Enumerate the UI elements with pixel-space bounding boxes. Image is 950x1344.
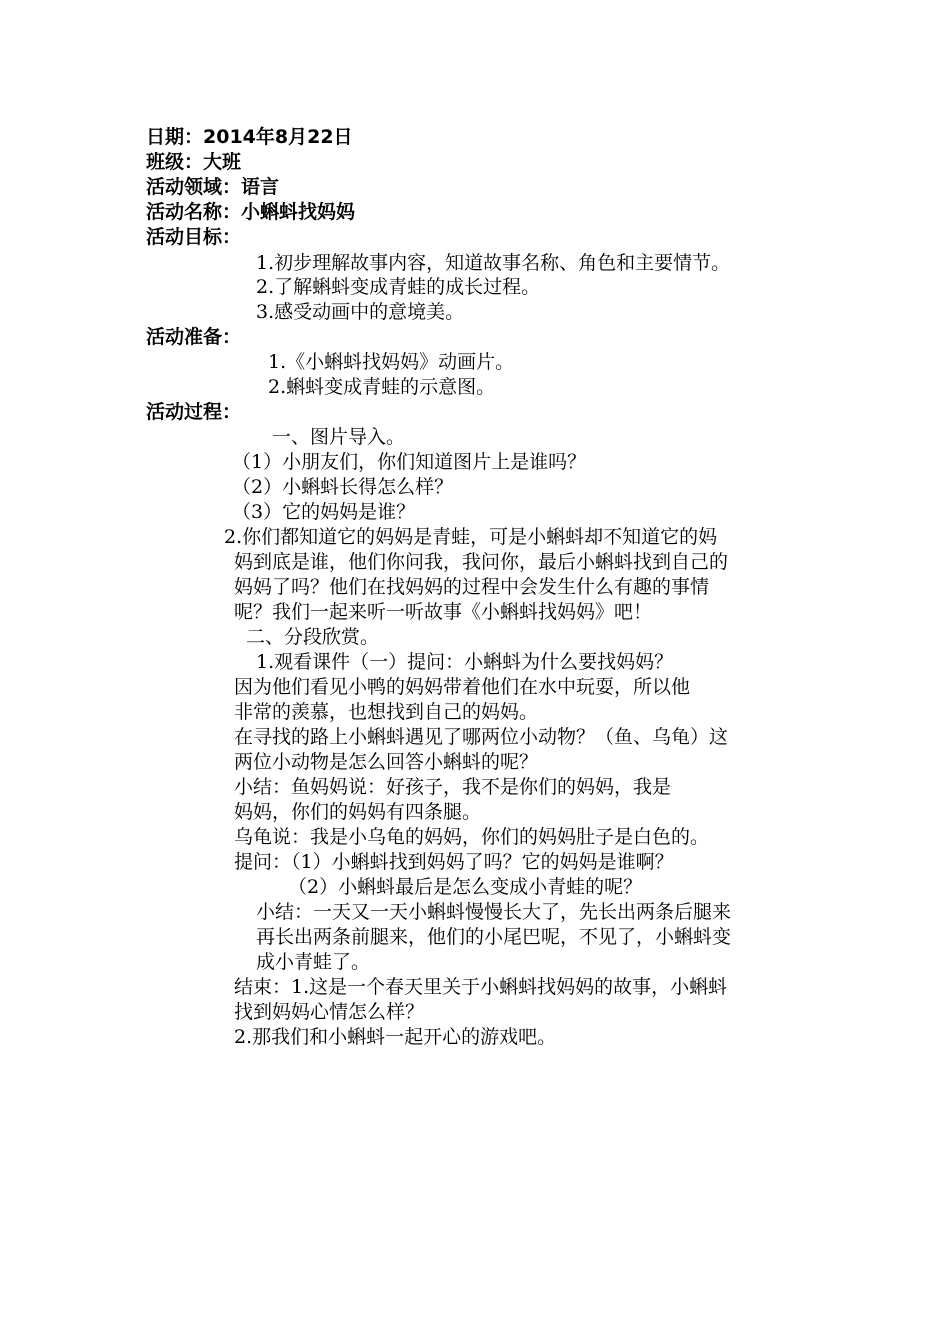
activity-name-line: 活动名称：小蝌蚪找妈妈 xyxy=(146,201,356,223)
watch-line-9: 提问：（1）小蝌蚪找到妈妈了吗？它的妈妈是谁啊？ xyxy=(234,851,674,873)
watch-line-4: 在寻找的路上小蝌蚪遇见了哪两位小动物？（鱼、乌龟）这 xyxy=(234,726,729,748)
section-2-title: 二、分段欣赏。 xyxy=(246,626,380,648)
ending-line-2: 找到妈妈心情怎么样？ xyxy=(234,1001,425,1023)
goal-item-1: 1.初步理解故事内容，知道故事名称、角色和主要情节。 xyxy=(256,252,731,274)
activity-goals-label: 活动目标： xyxy=(146,226,242,248)
watch-line-10: （2）小蝌蚪最后是怎么变成小青蛙的呢？ xyxy=(288,876,643,898)
class-line: 班级：大班 xyxy=(146,151,242,173)
activity-domain-line: 活动领域：语言 xyxy=(146,176,280,198)
question-3: （3）它的妈妈是谁？ xyxy=(232,501,416,523)
prep-item-2: 2.蝌蚪变成青蛙的示意图。 xyxy=(268,376,496,398)
watch-line-2: 因为他们看见小鸭的妈妈带着他们在水中玩耍，所以他 xyxy=(234,676,691,698)
watch-line-8: 乌龟说：我是小乌龟的妈妈，你们的妈妈肚子是白色的。 xyxy=(234,826,710,848)
prep-item-1: 1.《小蝌蚪找妈妈》动画片。 xyxy=(268,351,515,373)
goal-item-3: 3.感受动画中的意境美。 xyxy=(256,301,465,323)
watch-line-11: 小结：一天又一天小蝌蚪慢慢长大了，先长出两条后腿来 xyxy=(256,901,732,923)
paragraph-2-line-2: 妈到底是谁，他们你问我，我问你，最后小蝌蚪找到自己的 xyxy=(234,551,729,573)
ending-line-3: 2.那我们和小蝌蚪一起开心的游戏吧。 xyxy=(234,1026,557,1048)
watch-line-13: 成小青蛙了。 xyxy=(256,951,371,973)
paragraph-2-line-1: 2.你们都知道它的妈妈是青蛙，可是小蝌蚪却不知道它的妈 xyxy=(224,526,718,548)
date-line: 日期：2014年8月22日 xyxy=(146,126,353,148)
watch-line-12: 再长出两条前腿来，他们的小尾巴呢，不见了，小蝌蚪变 xyxy=(256,926,732,948)
watch-line-7: 妈妈，你们的妈妈有四条腿。 xyxy=(234,801,482,823)
paragraph-2-line-3: 妈妈了吗？他们在找妈妈的过程中会发生什么有趣的事情 xyxy=(234,576,710,598)
question-2: （2）小蝌蚪长得怎么样？ xyxy=(232,476,454,498)
watch-line-5: 两位小动物是怎么回答小蝌蚪的呢？ xyxy=(234,751,539,773)
watch-line-3: 非常的羡慕，也想找到自己的妈妈。 xyxy=(234,701,539,723)
watch-line-6: 小结：鱼妈妈说：好孩子，我不是你们的妈妈，我是 xyxy=(234,776,672,798)
watch-line-1: 1.观看课件（一）提问：小蝌蚪为什么要找妈妈？ xyxy=(256,651,674,673)
activity-prep-label: 活动准备： xyxy=(146,326,242,348)
question-1: （1）小朋友们，你们知道图片上是谁吗？ xyxy=(232,451,587,473)
ending-line-1: 结束：1.这是一个春天里关于小蝌蚪找妈妈的故事，小蝌蚪 xyxy=(234,976,728,998)
goal-item-2: 2.了解蝌蚪变成青蛙的成长过程。 xyxy=(256,276,541,298)
activity-process-label: 活动过程： xyxy=(146,401,242,423)
section-1-title: 一、图片导入。 xyxy=(272,426,406,448)
paragraph-2-line-4: 呢？我们一起来听一听故事《小蝌蚪找妈妈》吧！ xyxy=(234,601,653,623)
